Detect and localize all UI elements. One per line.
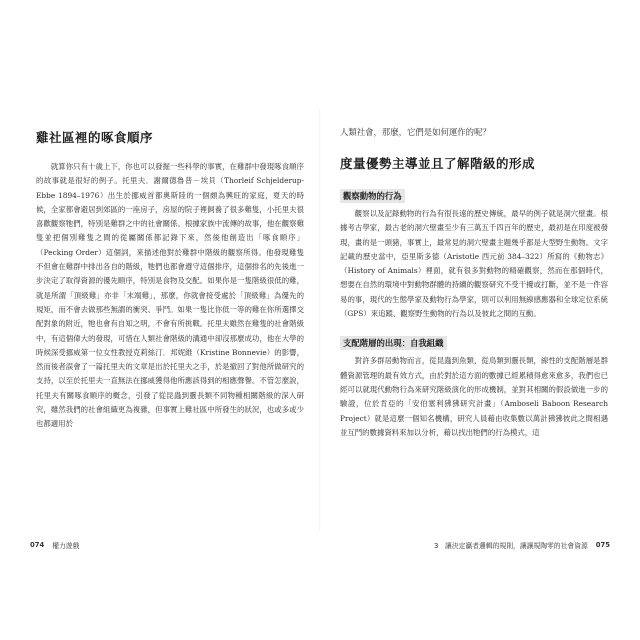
right-page-number: 075 (595, 541, 610, 549)
left-page-title: 雞社區裡的啄食順序 (36, 130, 154, 145)
left-page-number: 074 (30, 541, 45, 549)
section-paragraph-dominance-hierarchy: 對許多群居動物而言，從昆蟲到魚類，從鳥類到靈長類，線性的支配階層是群體資源管理的最有效方式，由於對於這方面的數據已經累積得愈來愈多，我們也已經可以就現代動物行為來研究階級演化的形成機制，並對其相關的假設做進一步的驗證，位於肯亞的「安伯塞利狒狒研究計畫」（Amboseli Baboon Research Project）就是這麼一個知名機構，研究人員藉由收集數以萬計狒狒彼此之間相遇並互鬥的數據資料來加以分析，藉以找出牠們的行為模式，這 (340, 356, 608, 437)
right-folio (434, 540, 610, 550)
section-paragraph-observing-animals: 觀察以及記錄動物的行為有很長遠的歷史傳統，最早的例子就是洞穴壁畫。根據考古學家，最古老的洞穴壁畫至少有三萬五千四百年的歷史，最初是在印度被發現，畫的是一頭豬，事實上，最常見的洞穴壁畫主題幾乎都是大型野生動物。文字記載的歷史當中，亞里斯多德（Aristotle 西元前 384–322）所寫的《動物志》（History of Animals）裡面，就有很多對動物的精確觀察，然而在那個時代，想要在自然的環境中對動物群體的持續的觀察研究不受干擾或打斷，並不是一件容易的事，現代的生態學家及動物行為學家，則可以利用無線感應器和全球定位系統（GPS）來追蹤、觀察野生動物的行為以及彼此之間的互動。 (340, 209, 608, 319)
right-running-title: 3 讓決定贏者邏輯的規則，讓讓規陶零的社會資源 (433, 542, 588, 550)
section-heading-observing-animals: 觀察動物的行為 (340, 189, 405, 203)
page-gutter (319, 110, 321, 530)
left-folio (30, 540, 79, 550)
right-page (340, 128, 608, 528)
section-spacer (340, 321, 608, 331)
section-heading-dominance-hierarchy: 支配階層的出現：自我組織 (340, 336, 447, 350)
left-page (36, 128, 304, 528)
left-page-paragraph: 就算你只有十歲上下，你也可以發掘一些科學的事實，在雞群中發現啄食順序的故事就是很好的例子。托里夫．謝爾德魯普－埃貝（Thorleif Schjelderup-Ebbe 1894–1976）出生於挪威首都奧斯陸的一個頗為興旺的家庭，夏天的時候，全家都會避居到郊區的一座房子，房屋的院子裡飼養了很多雞隻，小托里夫很喜歡觀察牠們，特別是雞群之中的社會關係。根據家族中流傳的故事，他在觀察雞隻並把個別雞隻之間的從屬關係都記錄下來，然後他創造出「啄食順序」（Pecking Order）這個詞，來描述他對於雞群中階級的觀察所得。他發現雞隻不但會在雞群中排出各自的階級，牠們也都會遵守這個排序，這個排名的先後進一步決定了取得資源的優先順序，特別是食物及交配。如果你是一隻階級很低的雞，就是所謂「頂級雞」亦非「末端雞」，那麼，你就會接受處於「頂級雞」為優先的規矩，而不會去做那些無謂的衝突、爭鬥。如果一隻比你低一等的雞在你所選擇交配對象的附近，牠也會有自知之明，不會有所挑戰。托里夫雖然在雞隻的社會階級中，有這個偉大的發現，可惜在人類社會階級的溝通中卻沒那麼成功，他在大學的時候深受挪威第一位女性教授克莉絲汀．邦妮維（Kristine Bonnevie）的影響，然而後者誤會了一篇托里夫的文章是出於托里夫之手，於是撤回了對他所做研究的支持，以至於托里夫一直無法在挪威獲得他所應該得到的相應聲譽。不管怎麼說，托里夫有關啄食順序的概念，引發了從昆蟲到靈長類不同物種相關階級的深入研究，雖然我們的社會組織更為複雜，但事實上雞社區中所發生的狀況，也或多或少也都適用於 (36, 162, 304, 429)
right-page-title: 度量優勢主導並且了解階級的形成 (340, 156, 536, 171)
left-running-title: 權力遊戲 (52, 542, 80, 550)
right-page-lead-line: 人類社會，那麼，它們是如何運作的呢？ (340, 127, 491, 137)
